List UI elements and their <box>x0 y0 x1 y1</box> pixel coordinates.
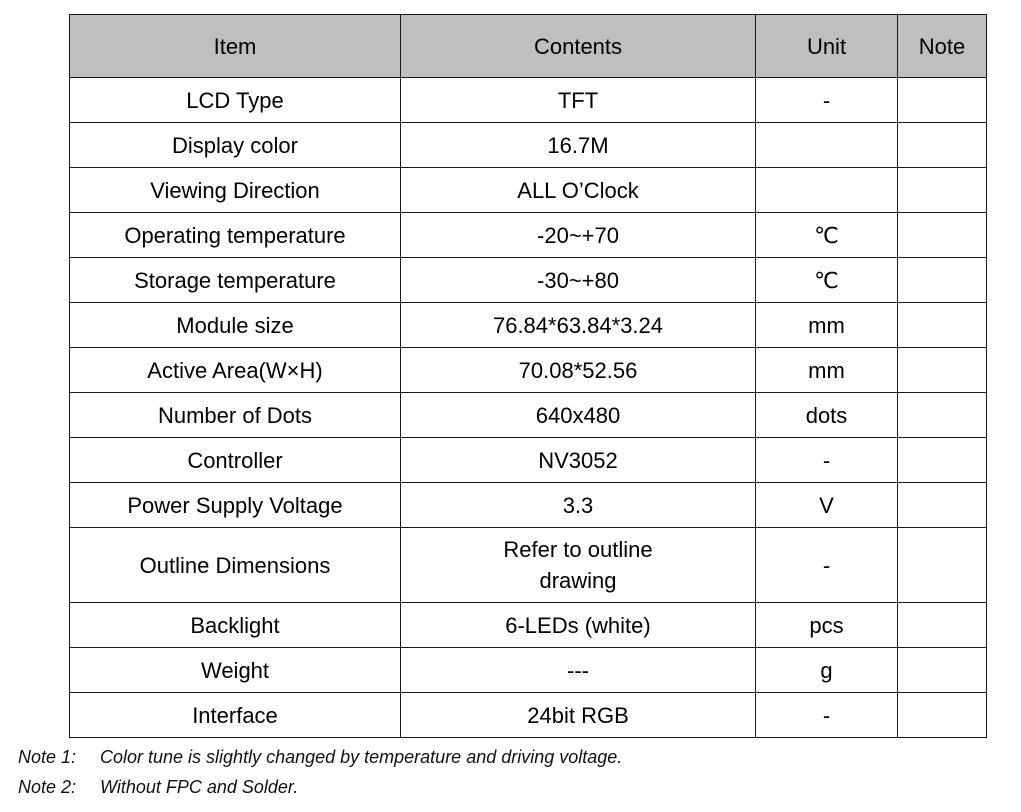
note-2 <box>18 772 622 802</box>
cell-note <box>898 648 987 693</box>
cell-note <box>898 123 987 168</box>
cell-item: Outline Dimensions <box>70 528 401 603</box>
note-label: Note 1: <box>18 747 77 767</box>
cell-note <box>898 528 987 603</box>
cell-contents: 24bit RGB <box>401 693 756 738</box>
cell-item: Interface <box>70 693 401 738</box>
table-row <box>70 603 987 648</box>
note-text: Without FPC and Solder. <box>100 777 299 797</box>
cell-unit: g <box>756 648 898 693</box>
cell-note <box>898 78 987 123</box>
cell-contents: --- <box>401 648 756 693</box>
table-row <box>70 303 987 348</box>
cell-item: Display color <box>70 123 401 168</box>
notes-section <box>18 742 622 802</box>
cell-item: Controller <box>70 438 401 483</box>
table-row <box>70 258 987 303</box>
note-1 <box>18 742 622 772</box>
cell-contents: -20~+70 <box>401 213 756 258</box>
cell-unit: - <box>756 693 898 738</box>
note-text: Color tune is slightly changed by temperature and driving voltage. <box>100 747 623 767</box>
table-row <box>70 528 987 603</box>
cell-contents <box>401 528 756 603</box>
cell-item: Weight <box>70 648 401 693</box>
header-item: Item <box>70 15 401 78</box>
cell-unit: - <box>756 528 898 603</box>
cell-note <box>898 393 987 438</box>
cell-note <box>898 258 987 303</box>
cell-item: Operating temperature <box>70 213 401 258</box>
cell-item: Power Supply Voltage <box>70 483 401 528</box>
cell-unit <box>756 123 898 168</box>
cell-note <box>898 438 987 483</box>
cell-note <box>898 168 987 213</box>
header-note: Note <box>898 15 987 78</box>
cell-contents: 6-LEDs (white) <box>401 603 756 648</box>
cell-note <box>898 603 987 648</box>
header-unit: Unit <box>756 15 898 78</box>
note-label: Note 2: <box>18 777 77 797</box>
cell-unit: dots <box>756 393 898 438</box>
table-row <box>70 438 987 483</box>
table-row <box>70 648 987 693</box>
cell-note <box>898 213 987 258</box>
cell-unit: ℃ <box>756 258 898 303</box>
cell-note <box>898 483 987 528</box>
cell-contents: TFT <box>401 78 756 123</box>
cell-item: Backlight <box>70 603 401 648</box>
cell-unit: - <box>756 438 898 483</box>
cell-contents: 76.84*63.84*3.24 <box>401 303 756 348</box>
cell-contents: -30~+80 <box>401 258 756 303</box>
cell-unit: pcs <box>756 603 898 648</box>
cell-contents: NV3052 <box>401 438 756 483</box>
table-header-row <box>70 15 987 78</box>
table-row <box>70 483 987 528</box>
cell-item: Storage temperature <box>70 258 401 303</box>
table-row <box>70 393 987 438</box>
table-row <box>70 78 987 123</box>
cell-contents: 640x480 <box>401 393 756 438</box>
table-row <box>70 168 987 213</box>
cell-note <box>898 303 987 348</box>
cell-unit: V <box>756 483 898 528</box>
cell-contents-line: drawing <box>539 568 617 593</box>
table-row <box>70 213 987 258</box>
cell-contents: 3.3 <box>401 483 756 528</box>
cell-unit: ℃ <box>756 213 898 258</box>
cell-item: Viewing Direction <box>70 168 401 213</box>
table-row <box>70 348 987 393</box>
cell-item: LCD Type <box>70 78 401 123</box>
cell-note <box>898 693 987 738</box>
cell-unit: mm <box>756 303 898 348</box>
cell-contents: 16.7M <box>401 123 756 168</box>
specification-table <box>69 14 987 738</box>
cell-item: Active Area(W×H) <box>70 348 401 393</box>
cell-contents: 70.08*52.56 <box>401 348 756 393</box>
header-contents: Contents <box>401 15 756 78</box>
cell-item: Module size <box>70 303 401 348</box>
cell-unit: mm <box>756 348 898 393</box>
table-row <box>70 123 987 168</box>
cell-unit: - <box>756 78 898 123</box>
cell-contents-line: Refer to outline <box>503 537 653 562</box>
cell-contents: ALL O’Clock <box>401 168 756 213</box>
cell-note <box>898 348 987 393</box>
cell-unit <box>756 168 898 213</box>
cell-item: Number of Dots <box>70 393 401 438</box>
table-row <box>70 693 987 738</box>
